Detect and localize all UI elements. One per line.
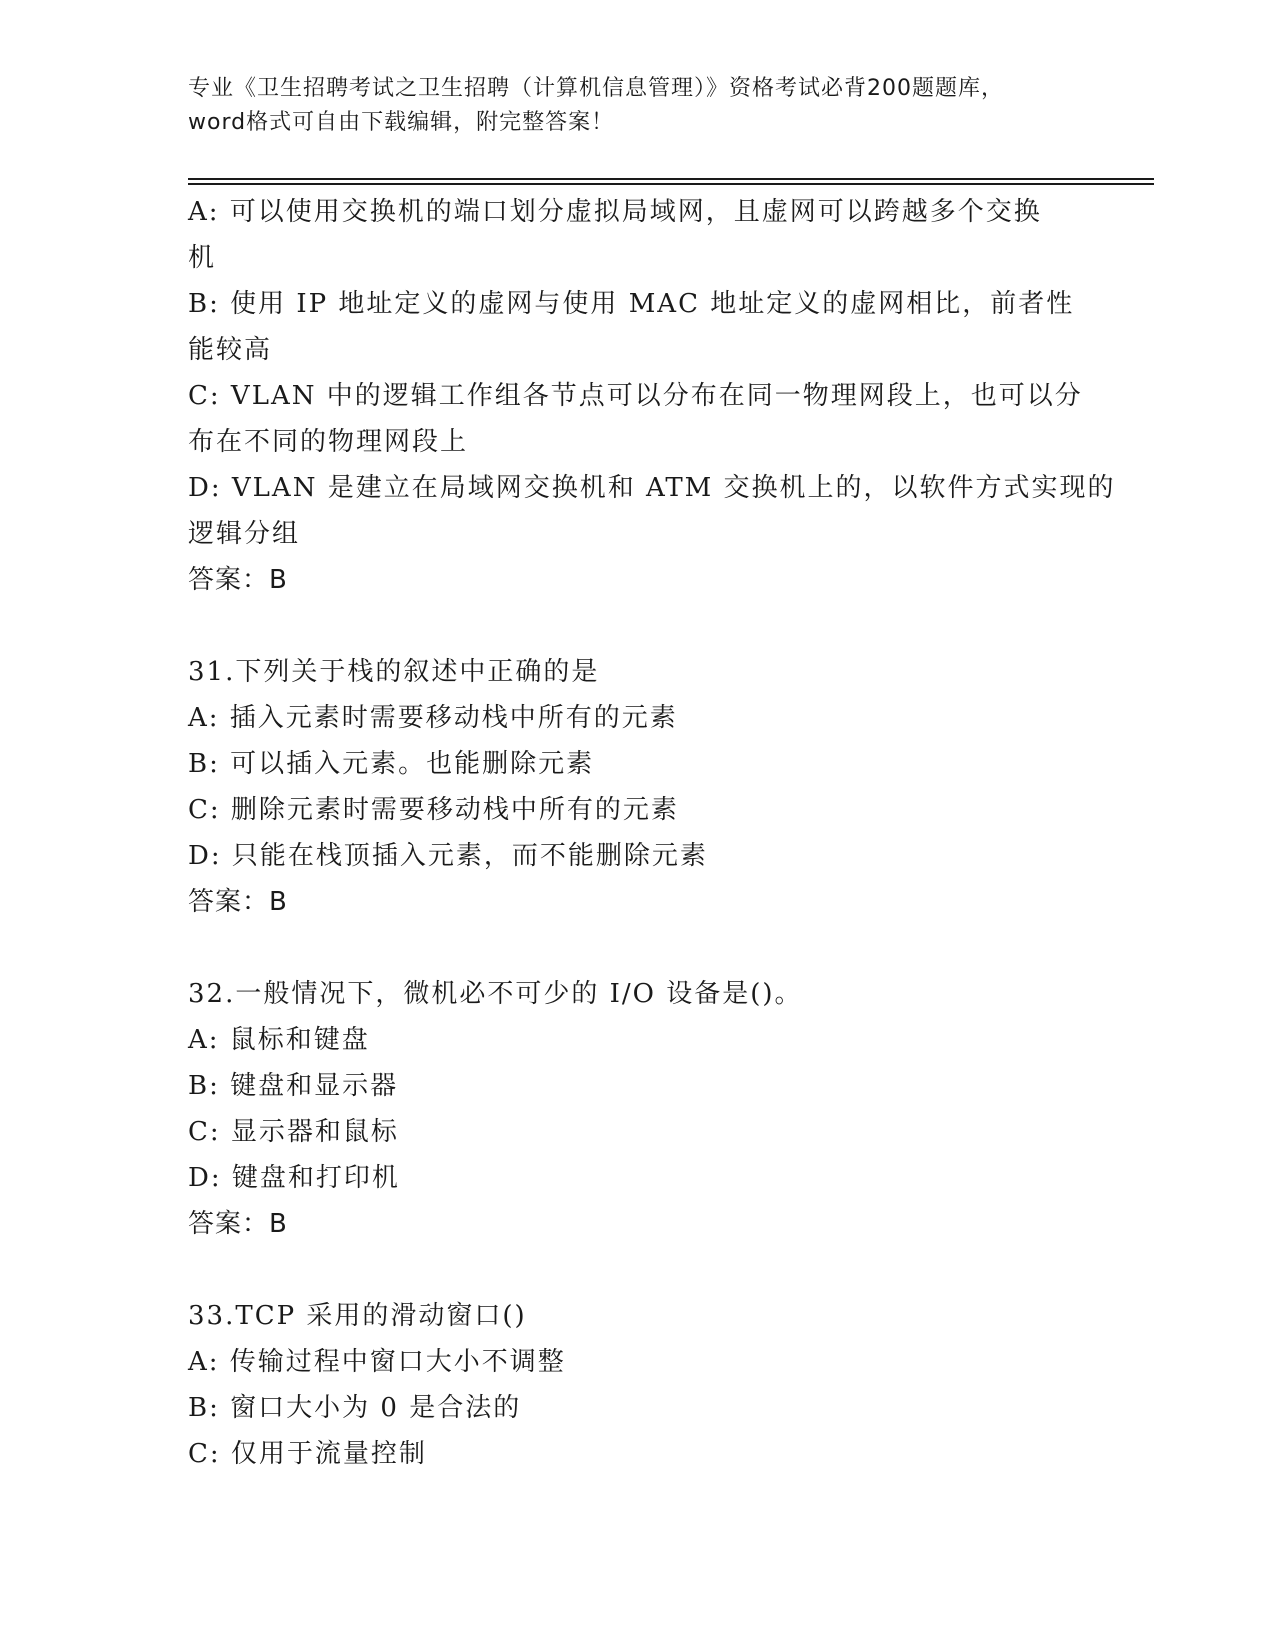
q31-stem: 31.下列关于栈的叙述中正确的是 [188, 657, 600, 687]
header-divider-bottom [188, 183, 1154, 185]
q30-option-c-line-1: C: VLAN 中的逻辑工作组各节点可以分布在同一物理网段上，也可以分 [188, 381, 1083, 411]
question-content [188, 189, 1116, 1477]
question-32-block [188, 971, 1088, 1247]
header-divider-top [188, 178, 1154, 180]
q33-option-a: A: 传输过程中窗口大小不调整 [188, 1347, 566, 1377]
header-title-line-1: 专业《卫生招聘考试之卫生招聘（计算机信息管理）》资格考试必背200题题库， [188, 76, 1004, 101]
q32-option-c: C: 显示器和鼠标 [188, 1117, 399, 1147]
spacer [188, 925, 1088, 971]
q30-option-b-line-1: B: 使用 IP 地址定义的虚网与使用 MAC 地址定义的虚网相比，前者性 [188, 289, 1075, 319]
question-30-block [188, 189, 1116, 603]
q32-answer: 答案：B [188, 1209, 288, 1239]
q30-answer: 答案：B [188, 565, 288, 595]
spacer [188, 603, 1088, 649]
q30-option-a-line-2: 机 [188, 243, 217, 273]
header-title-line-2: word格式可自由下载编辑，附完整答案！ [188, 110, 615, 135]
q31-option-c: C: 删除元素时需要移动栈中所有的元素 [188, 795, 679, 825]
spacer [188, 1247, 1088, 1293]
q33-option-c: C: 仅用于流量控制 [188, 1439, 427, 1469]
q33-stem: 33.TCP 采用的滑动窗口() [188, 1301, 527, 1331]
question-33-block [188, 1293, 1088, 1477]
q32-option-d: D: 键盘和打印机 [188, 1163, 400, 1193]
q31-option-a: A: 插入元素时需要移动栈中所有的元素 [188, 703, 678, 733]
document-header [188, 72, 1088, 140]
q32-option-a: A: 鼠标和键盘 [188, 1025, 370, 1055]
q31-option-d: D: 只能在栈顶插入元素，而不能删除元素 [188, 841, 708, 871]
q30-option-a-line-1: A: 可以使用交换机的端口划分虚拟局域网，且虚网可以跨越多个交换 [188, 197, 1042, 227]
q32-stem: 32.一般情况下，微机必不可少的 I/O 设备是()。 [188, 979, 803, 1009]
q33-option-b: B: 窗口大小为 0 是合法的 [188, 1393, 522, 1423]
q31-option-b: B: 可以插入元素。也能删除元素 [188, 749, 595, 779]
question-31-block [188, 649, 1088, 925]
q31-answer: 答案：B [188, 887, 288, 917]
q30-option-d-line-2: 逻辑分组 [188, 519, 301, 549]
q30-option-c-line-2: 布在不同的物理网段上 [188, 427, 469, 457]
q30-option-d-line-1: D: VLAN 是建立在局域网交换机和 ATM 交换机上的，以软件方式实现的 [188, 473, 1116, 503]
q30-option-b-line-2: 能较高 [188, 335, 273, 365]
q32-option-b: B: 键盘和显示器 [188, 1071, 399, 1101]
